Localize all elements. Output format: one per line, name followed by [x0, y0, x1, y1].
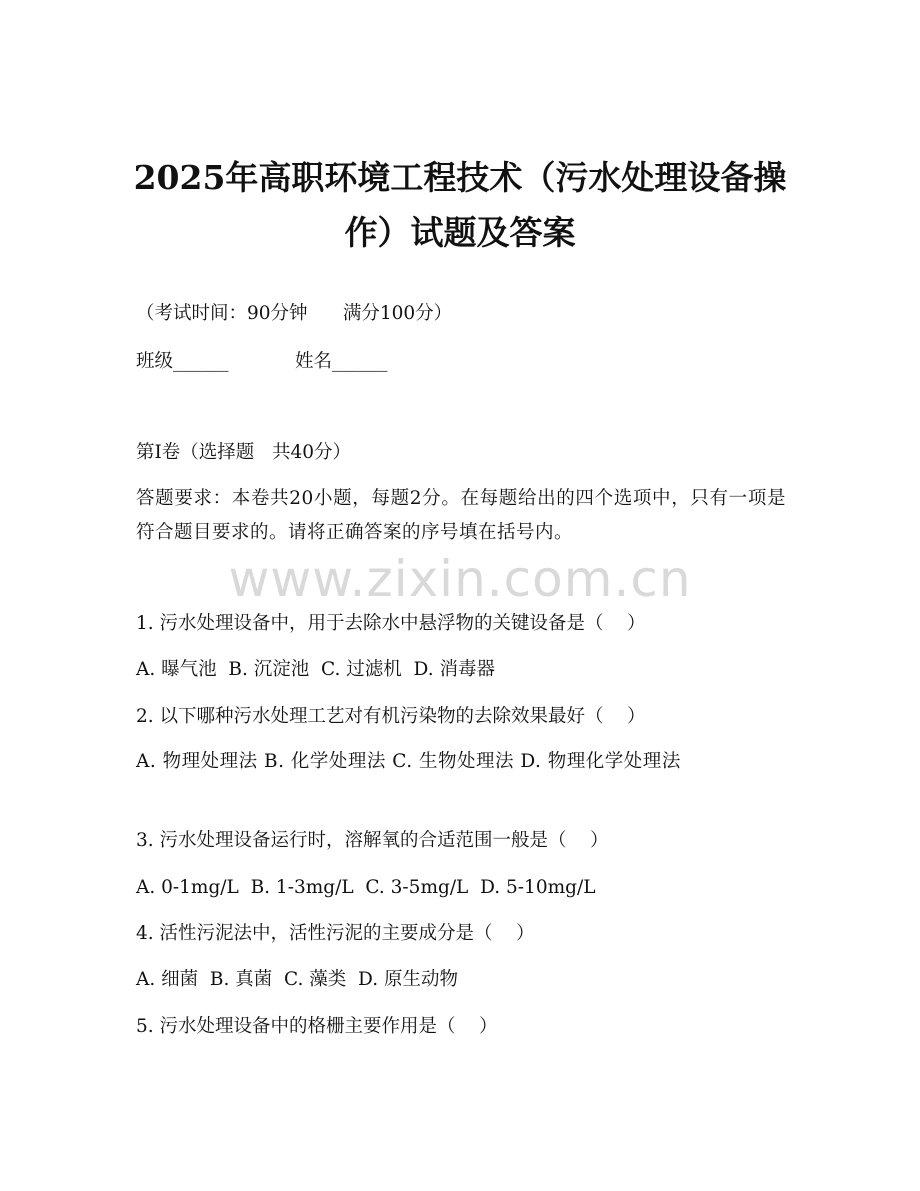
question-stem: 2. 以下哪种污水处理工艺对有机污染物的去除效果最好（ ） — [136, 706, 646, 727]
question-options: A. 物理处理法 B. 化学处理法 C. 生物处理法 D. 物理化学处理法 — [136, 751, 681, 772]
question-stem: 3. 污水处理设备运行时，溶解氧的合适范围一般是（ ） — [136, 830, 609, 851]
question-options: A. 0-1mg/L B. 1-3mg/L C. 3-5mg/L D. 5-10mg/L — [136, 877, 596, 898]
question-stem: 5. 污水处理设备中的格栅主要作用是（ ） — [136, 1016, 498, 1037]
class-field-label: 班级______ — [136, 351, 229, 372]
question-stem: 4. 活性污泥法中，活性污泥的主要成分是（ ） — [136, 923, 535, 944]
title-line-1: 2025年高职环境工程技术（污水处理设备操 — [133, 158, 787, 197]
section-header: 第I卷（选择题 共40分） — [136, 442, 351, 463]
watermark: www.zixin.com.cn — [228, 550, 692, 608]
exam-info: （考试时间：90分钟 满分100分） — [136, 303, 453, 324]
question-options: A. 曝气池 B. 沉淀池 C. 过滤机 D. 消毒器 — [136, 659, 495, 680]
document-title — [110, 150, 810, 260]
question-options: A. 细菌 B. 真菌 C. 藻类 D. 原生动物 — [136, 969, 458, 990]
name-field-label: 姓名______ — [295, 351, 388, 372]
instructions: 答题要求：本卷共20小题，每题2分。在每题给出的四个选项中，只有一项是符合题目要求的。请将正确答案的序号填在括号内。 — [136, 488, 786, 543]
title-line-2: 作）试题及答案 — [344, 213, 576, 252]
question-stem: 1. 污水处理设备中，用于去除水中悬浮物的关键设备是（ ） — [136, 613, 646, 634]
